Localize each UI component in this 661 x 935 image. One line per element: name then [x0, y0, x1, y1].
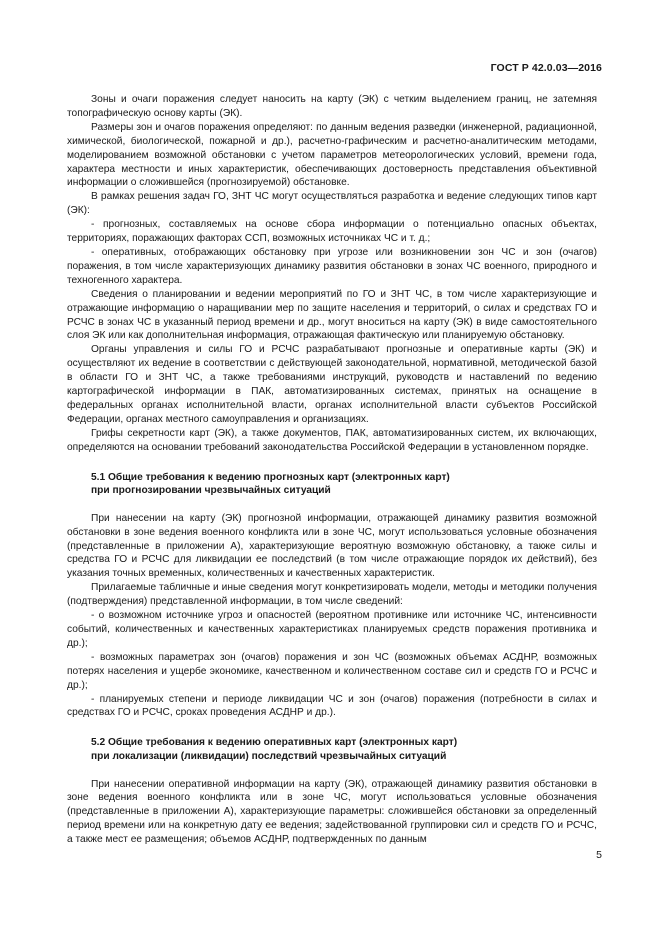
- list-item: - прогнозных, составляемых на основе сбора информации о потенциально опасных объектах, территориях, поражающих факторах ССП, возможных источниках ЧС и т. д.;: [67, 219, 597, 245]
- list-item: - возможных параметрах зон (очагов) поражения и зон ЧС (возможных объемах АСДНР, возможных потерях населения и ущербе экономике, качественном и количественном составе сил и средств ГО и РСЧС и др.);: [67, 651, 597, 691]
- paragraph: При нанесении на карту (ЭК) прогнозной информации, отражающей динамику развития возможной обстановки в зоне ведения военного конфликта или в зоне ЧС, могут использоваться условные обозначения (представленные в приложении А), характеризующие вероятную возможную обстановку, а также силы и средства ГО и РСЧС для ликвидации ее последствий (в том числе отражающие порядок их действий), без указания точных временных, количественных и качественных характеристик.: [67, 512, 597, 580]
- paragraph: При нанесении оперативной информации на карту (ЭК), отражающей динамику развития обстановки в зоне ведения военного конфликта или в зоне ЧС, могут использоваться условные обозначения (представленные в приложении А), характеризующие параметры: сложившейся обстановки за определенный период времени или на конкретную дату ее ведения; задействованной группировки сил и средств ГО и РСЧС, а также мест ее размещения; объемов АСДНР, подтвержденных по данным: [67, 778, 597, 846]
- paragraph: Размеры зон и очагов поражения определяют: по данным ведения разведки (инженерной, радиационной, химической, биологической, пожарной и др.), расчетно-графическим и расчетно-аналитическим методами, моделированием возможной обстановки с учетом параметров метеорологических условий, времени года, характера местности и иных характеристик, обеспечивающих достоверность представления объективной информации о сложившейся (прогнозируемой) обстановке.: [67, 121, 597, 189]
- paragraph: Сведения о планировании и ведении мероприятий по ГО и ЗНТ ЧС, в том числе характеризующие и отражающие информацию о наращивании мер по защите населения и территорий, о силах и средствах ГО и РСЧС в зонах ЧС в указанный период времени и др., могут вноситься на карту (ЭК) в виде самостоятельного слоя ЭК или как дополнительная информация, отражающая фактическую или планируемую обстановку.: [67, 288, 597, 342]
- list-item: - оперативных, отображающих обстановку при угрозе или возникновении зон ЧС и зон (очагов) поражения, в том числе характеризующих динамику развития обстановки в зонах ЧС военного, природного и техногенного характера.: [67, 246, 597, 286]
- section-heading-line: при локализации (ликвидации) последствий чрезвычайных ситуаций: [91, 750, 447, 762]
- section-heading-line: при прогнозировании чрезвычайных ситуаций: [91, 485, 331, 497]
- section-heading-line: 5.2 Общие требования к ведению оперативных карт (электронных карт): [91, 737, 458, 749]
- standard-number: ГОСТ Р 42.0.03—2016: [490, 62, 602, 74]
- list-item: - планируемых степени и периоде ликвидации ЧС и зон (очагов) поражения (потребности в силах и средствах ГО и РСЧС, сроках проведения АСДНР и др.).: [67, 693, 597, 719]
- paragraph: Прилагаемые табличные и иные сведения могут конкретизировать модели, методы и методики получения (подтверждения) представленной информации, в том числе сведений:: [67, 582, 597, 608]
- list-item: - о возможном источнике угроз и опасностей (вероятном противнике или источнике ЧС, интенсивности событий, количественных и качественных характеристиках планируемых средств поражения противника и др.);: [67, 610, 597, 649]
- document-body: [67, 93, 597, 847]
- section-heading-line: 5.1 Общие требования к ведению прогнозных карт (электронных карт): [91, 471, 450, 483]
- section-heading-5-1: [67, 471, 597, 498]
- paragraph: Грифы секретности карт (ЭК), а также документов, ПАК, автоматизированных систем, их включающих, определяются на основании требований законодательства Российской Федерации в установленном порядке.: [67, 427, 597, 453]
- section-heading-5-2: [67, 736, 597, 763]
- page-number: 5: [596, 849, 602, 861]
- paragraph: В рамках решения задач ГО, ЗНТ ЧС могут осуществляться разработка и ведение следующих типов карт (ЭК):: [67, 191, 597, 217]
- paragraph: Органы управления и силы ГО и РСЧС разрабатывают прогнозные и оперативные карты (ЭК) и осуществляют их ведение в соответствии с действующей законодательной, нормативной, методической базой в области ГО и ЗНТ ЧС, а также требованиями инструкций, руководств и наставлений по ведению картографической информации в ПАК, автоматизированных системах, принятых на оснащение в федеральных органах исполнительной власти, органах исполнительной власти субъектов Российской Федерации, органах местного самоуправления и организациях.: [67, 344, 597, 425]
- paragraph: Зоны и очаги поражения следует наносить на карту (ЭК) с четким выделением границ, не затемняя топографическую основу карты (ЭК).: [67, 94, 597, 119]
